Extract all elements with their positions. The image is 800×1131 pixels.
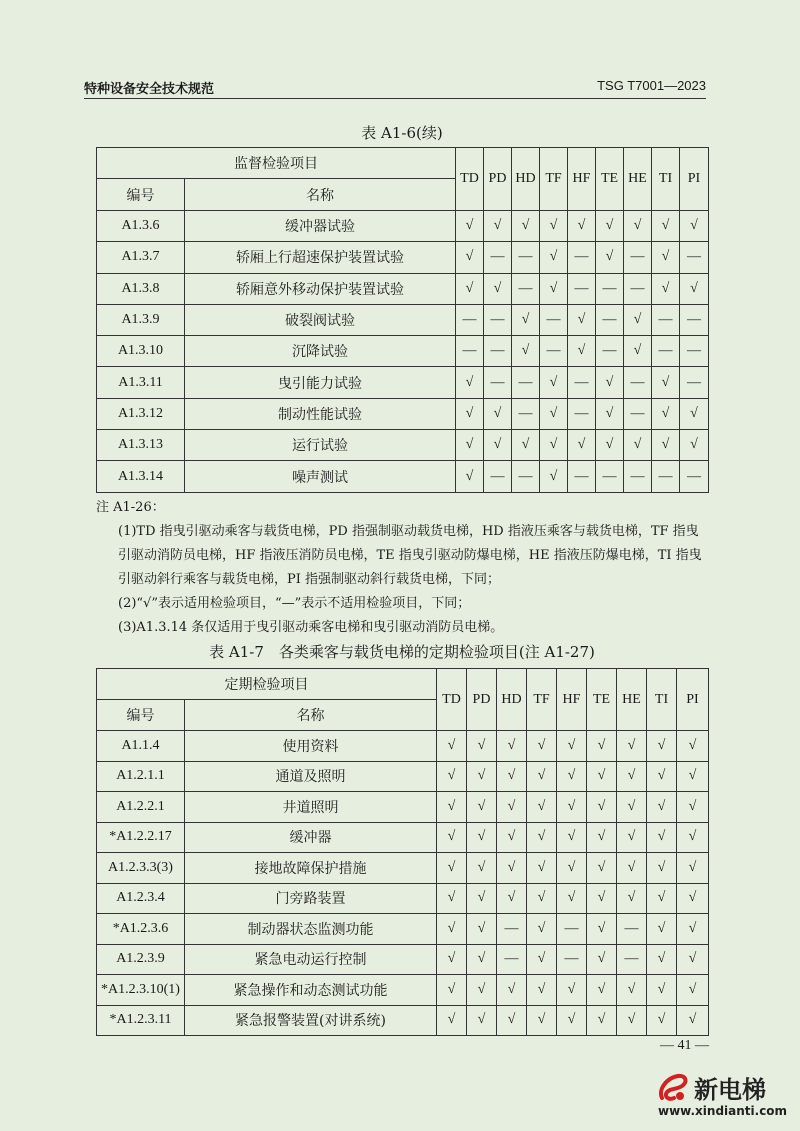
applicability-mark: √ xyxy=(557,731,587,762)
applicability-mark: √ xyxy=(596,398,624,429)
applicability-mark: √ xyxy=(437,914,467,945)
applicability-mark: √ xyxy=(512,336,540,367)
applicability-mark: √ xyxy=(456,273,484,304)
applicability-mark: — xyxy=(540,304,568,335)
applicability-mark: √ xyxy=(647,792,677,823)
item-name: 使用资料 xyxy=(185,731,437,762)
applicability-mark: √ xyxy=(652,273,680,304)
item-name: 轿厢上行超速保护装置试验 xyxy=(185,242,456,273)
table-row xyxy=(97,242,709,273)
applicability-mark: √ xyxy=(647,944,677,975)
applicability-mark: — xyxy=(596,336,624,367)
applicability-mark: √ xyxy=(587,853,617,884)
applicability-mark: √ xyxy=(497,822,527,853)
applicability-mark: √ xyxy=(467,822,497,853)
applicability-mark: √ xyxy=(677,731,709,762)
applicability-mark: √ xyxy=(467,883,497,914)
applicability-mark: √ xyxy=(617,1005,647,1036)
applicability-mark: √ xyxy=(467,853,497,884)
table-row xyxy=(97,975,709,1006)
group-header: 监督检验项目 xyxy=(97,148,456,179)
item-name: 紧急报警装置(对讲系统) xyxy=(185,1005,437,1036)
item-name: 缓冲器试验 xyxy=(185,211,456,242)
applicability-mark: √ xyxy=(540,367,568,398)
table-row xyxy=(97,336,709,367)
type-header: PD xyxy=(484,148,512,211)
periodic-inspection-table xyxy=(96,668,709,1036)
applicability-mark: √ xyxy=(624,430,652,461)
applicability-mark: — xyxy=(624,461,652,492)
table2-caption: 表 A1-7 各类乘客与载货电梯的定期检验项目(注 A1-27) xyxy=(209,643,595,661)
applicability-mark: — xyxy=(596,461,624,492)
applicability-mark: √ xyxy=(557,883,587,914)
applicability-mark: √ xyxy=(647,975,677,1006)
applicability-mark: — xyxy=(557,944,587,975)
applicability-mark: — xyxy=(568,398,596,429)
applicability-mark: — xyxy=(652,336,680,367)
applicability-mark: √ xyxy=(527,883,557,914)
applicability-mark: √ xyxy=(437,853,467,884)
applicability-mark: — xyxy=(456,304,484,335)
applicability-mark: √ xyxy=(677,1005,709,1036)
applicability-mark: √ xyxy=(540,398,568,429)
applicability-mark: √ xyxy=(456,461,484,492)
applicability-mark: — xyxy=(680,242,709,273)
applicability-mark: √ xyxy=(484,398,512,429)
table-notes xyxy=(96,496,708,640)
applicability-mark: √ xyxy=(596,242,624,273)
item-number: A1.2.3.4 xyxy=(97,883,185,914)
applicability-mark: √ xyxy=(617,761,647,792)
table-row xyxy=(97,461,709,492)
applicability-mark: √ xyxy=(484,430,512,461)
item-name: 轿厢意外移动保护装置试验 xyxy=(185,273,456,304)
applicability-mark: √ xyxy=(587,975,617,1006)
applicability-mark: √ xyxy=(497,792,527,823)
applicability-mark: — xyxy=(596,273,624,304)
applicability-mark: √ xyxy=(677,792,709,823)
applicability-mark: √ xyxy=(467,761,497,792)
table-row xyxy=(97,853,709,884)
number-column-header: 编号 xyxy=(97,179,185,211)
applicability-mark: √ xyxy=(677,883,709,914)
applicability-mark: √ xyxy=(587,731,617,762)
applicability-mark: — xyxy=(484,336,512,367)
applicability-mark: — xyxy=(617,944,647,975)
applicability-mark: √ xyxy=(647,1005,677,1036)
applicability-mark: — xyxy=(540,336,568,367)
applicability-mark: √ xyxy=(677,853,709,884)
applicability-mark: √ xyxy=(512,430,540,461)
table-row xyxy=(97,761,709,792)
applicability-mark: √ xyxy=(596,211,624,242)
applicability-mark: — xyxy=(484,242,512,273)
applicability-mark: √ xyxy=(617,883,647,914)
applicability-mark: √ xyxy=(467,1005,497,1036)
applicability-mark: √ xyxy=(497,761,527,792)
type-header: TF xyxy=(527,669,557,731)
applicability-mark: √ xyxy=(527,975,557,1006)
applicability-mark: √ xyxy=(527,792,557,823)
item-name: 破裂阀试验 xyxy=(185,304,456,335)
applicability-mark: √ xyxy=(437,822,467,853)
running-header xyxy=(84,76,706,99)
applicability-mark: — xyxy=(680,336,709,367)
applicability-mark: √ xyxy=(587,1005,617,1036)
type-header: TD xyxy=(437,669,467,731)
applicability-mark: — xyxy=(680,304,709,335)
table1-caption: 表 A1-6(续) xyxy=(361,124,443,142)
applicability-mark: √ xyxy=(484,273,512,304)
applicability-mark: √ xyxy=(437,975,467,1006)
applicability-mark: √ xyxy=(557,853,587,884)
applicability-mark: √ xyxy=(677,914,709,945)
applicability-mark: — xyxy=(512,242,540,273)
applicability-mark: √ xyxy=(647,853,677,884)
applicability-mark: — xyxy=(568,242,596,273)
applicability-mark: √ xyxy=(467,792,497,823)
applicability-mark: √ xyxy=(557,1005,587,1036)
applicability-mark: √ xyxy=(540,461,568,492)
applicability-mark: — xyxy=(652,304,680,335)
table-row xyxy=(97,914,709,945)
applicability-mark: — xyxy=(624,242,652,273)
applicability-mark: √ xyxy=(437,761,467,792)
applicability-mark: √ xyxy=(557,822,587,853)
type-header: HE xyxy=(624,148,652,211)
applicability-mark: √ xyxy=(456,367,484,398)
applicability-mark: — xyxy=(456,336,484,367)
applicability-mark: √ xyxy=(512,211,540,242)
applicability-mark: √ xyxy=(617,822,647,853)
applicability-mark: — xyxy=(512,367,540,398)
name-column-header: 名称 xyxy=(185,179,456,211)
table-row xyxy=(97,398,709,429)
applicability-mark: — xyxy=(596,304,624,335)
applicability-mark: √ xyxy=(617,853,647,884)
applicability-mark: √ xyxy=(437,792,467,823)
applicability-mark: √ xyxy=(652,398,680,429)
item-number: A1.3.10 xyxy=(97,336,185,367)
brand-logo xyxy=(652,1068,798,1124)
applicability-mark: √ xyxy=(587,914,617,945)
table-row xyxy=(97,883,709,914)
item-name: 接地故障保护措施 xyxy=(185,853,437,884)
type-header: TE xyxy=(596,148,624,211)
applicability-mark: √ xyxy=(467,914,497,945)
item-number: *A1.2.2.17 xyxy=(97,822,185,853)
applicability-mark: √ xyxy=(437,731,467,762)
brand-url: www.xindianti.com xyxy=(658,1104,788,1118)
applicability-mark: √ xyxy=(437,1005,467,1036)
applicability-mark: √ xyxy=(680,430,709,461)
applicability-mark: √ xyxy=(587,761,617,792)
applicability-mark: √ xyxy=(540,430,568,461)
item-number: A1.2.3.9 xyxy=(97,944,185,975)
applicability-mark: √ xyxy=(617,975,647,1006)
item-name: 通道及照明 xyxy=(185,761,437,792)
applicability-mark: √ xyxy=(647,883,677,914)
type-header: TE xyxy=(587,669,617,731)
applicability-mark: √ xyxy=(568,430,596,461)
applicability-mark: √ xyxy=(652,242,680,273)
brand-logo-icon xyxy=(656,1070,690,1104)
table-row xyxy=(97,367,709,398)
applicability-mark: √ xyxy=(527,944,557,975)
applicability-mark: √ xyxy=(456,430,484,461)
applicability-mark: √ xyxy=(456,398,484,429)
applicability-mark: √ xyxy=(624,304,652,335)
notes-title: 注 A1-26： xyxy=(96,500,165,515)
applicability-mark: — xyxy=(484,461,512,492)
group-header: 定期检验项目 xyxy=(97,669,437,700)
item-number: A1.3.11 xyxy=(97,367,185,398)
item-number: A1.2.1.1 xyxy=(97,761,185,792)
applicability-mark: √ xyxy=(652,367,680,398)
applicability-mark: √ xyxy=(456,211,484,242)
type-header: HF xyxy=(568,148,596,211)
item-number: A1.3.9 xyxy=(97,304,185,335)
item-number: *A1.2.3.11 xyxy=(97,1005,185,1036)
type-header: PD xyxy=(467,669,497,731)
applicability-mark: — xyxy=(680,461,709,492)
table-row xyxy=(97,273,709,304)
applicability-mark: √ xyxy=(540,273,568,304)
applicability-mark: — xyxy=(568,461,596,492)
applicability-mark: √ xyxy=(624,336,652,367)
item-number: A1.3.12 xyxy=(97,398,185,429)
applicability-mark: √ xyxy=(680,211,709,242)
applicability-mark: √ xyxy=(568,211,596,242)
type-header: HD xyxy=(497,669,527,731)
supervision-inspection-table xyxy=(96,147,709,493)
item-name: 曳引能力试验 xyxy=(185,367,456,398)
table-row xyxy=(97,792,709,823)
applicability-mark: √ xyxy=(680,273,709,304)
applicability-mark: √ xyxy=(587,792,617,823)
applicability-mark: √ xyxy=(467,975,497,1006)
applicability-mark: √ xyxy=(527,731,557,762)
item-name: 沉降试验 xyxy=(185,336,456,367)
applicability-mark: — xyxy=(680,367,709,398)
applicability-mark: √ xyxy=(437,944,467,975)
type-header: HE xyxy=(617,669,647,731)
applicability-mark: √ xyxy=(677,822,709,853)
applicability-mark: √ xyxy=(677,944,709,975)
applicability-mark: √ xyxy=(677,761,709,792)
applicability-mark: √ xyxy=(596,367,624,398)
applicability-mark: √ xyxy=(527,822,557,853)
type-header: TI xyxy=(652,148,680,211)
applicability-mark: √ xyxy=(624,211,652,242)
applicability-mark: √ xyxy=(540,242,568,273)
applicability-mark: √ xyxy=(680,398,709,429)
applicability-mark: √ xyxy=(557,975,587,1006)
item-number: A1.2.2.1 xyxy=(97,792,185,823)
applicability-mark: — xyxy=(512,398,540,429)
note-2: (2)“√”表示适用检验项目，“—”表示不适用检验项目，下同； xyxy=(118,596,471,611)
item-number: A1.3.14 xyxy=(97,461,185,492)
number-column-header: 编号 xyxy=(97,700,185,731)
item-name: 运行试验 xyxy=(185,430,456,461)
table-row xyxy=(97,304,709,335)
table-row xyxy=(97,430,709,461)
applicability-mark: √ xyxy=(587,883,617,914)
applicability-mark: — xyxy=(497,914,527,945)
applicability-mark: — xyxy=(512,273,540,304)
applicability-mark: √ xyxy=(587,822,617,853)
applicability-mark: √ xyxy=(652,430,680,461)
applicability-mark: — xyxy=(652,461,680,492)
applicability-mark: √ xyxy=(568,304,596,335)
applicability-mark: — xyxy=(624,398,652,429)
page-number: — 41 — xyxy=(660,1038,709,1053)
item-name: 门旁路装置 xyxy=(185,883,437,914)
type-header: HF xyxy=(557,669,587,731)
type-header: PI xyxy=(677,669,709,731)
applicability-mark: √ xyxy=(456,242,484,273)
applicability-mark: √ xyxy=(568,336,596,367)
standard-code: TSG T7001—2023 xyxy=(597,78,706,93)
applicability-mark: √ xyxy=(677,975,709,1006)
applicability-mark: √ xyxy=(587,944,617,975)
type-header: TF xyxy=(540,148,568,211)
applicability-mark: — xyxy=(557,914,587,945)
applicability-mark: — xyxy=(617,914,647,945)
applicability-mark: √ xyxy=(557,792,587,823)
note-1: (1)TD 指曳引驱动乘客与载货电梯，PD 指强制驱动载货电梯，HD 指液压乘客与载货电梯，TF 指曳引驱动消防员电梯，HF 指液压消防员电梯，TE 指曳引驱动防爆电梯，HE 指液压防爆电梯，TI 指曳引驱动斜行乘客与载货电梯，PI 指强制驱动斜行载货电梯，下同； xyxy=(118,524,702,587)
type-header: TD xyxy=(456,148,484,211)
spec-series-title: 特种设备安全技术规范 xyxy=(84,82,215,97)
applicability-mark: √ xyxy=(557,761,587,792)
applicability-mark: √ xyxy=(497,731,527,762)
applicability-mark: √ xyxy=(497,1005,527,1036)
applicability-mark: √ xyxy=(437,883,467,914)
applicability-mark: √ xyxy=(617,731,647,762)
applicability-mark: — xyxy=(484,367,512,398)
applicability-mark: √ xyxy=(617,792,647,823)
item-name: 制动性能试验 xyxy=(185,398,456,429)
item-number: *A1.2.3.10(1) xyxy=(97,975,185,1006)
applicability-mark: √ xyxy=(497,883,527,914)
applicability-mark: √ xyxy=(652,211,680,242)
item-number: A1.1.4 xyxy=(97,731,185,762)
applicability-mark: — xyxy=(512,461,540,492)
item-name: 紧急电动运行控制 xyxy=(185,944,437,975)
applicability-mark: √ xyxy=(497,853,527,884)
item-name: 噪声测试 xyxy=(185,461,456,492)
applicability-mark: √ xyxy=(647,731,677,762)
type-header: TI xyxy=(647,669,677,731)
table-row xyxy=(97,211,709,242)
applicability-mark: — xyxy=(568,367,596,398)
item-number: A1.3.13 xyxy=(97,430,185,461)
type-header: PI xyxy=(680,148,709,211)
type-header: HD xyxy=(512,148,540,211)
applicability-mark: √ xyxy=(527,853,557,884)
note-3: (3)A1.3.14 条仅适用于曳引驱动乘客电梯和曳引驱动消防员电梯。 xyxy=(118,620,504,635)
item-number: *A1.2.3.6 xyxy=(97,914,185,945)
applicability-mark: — xyxy=(624,273,652,304)
applicability-mark: √ xyxy=(540,211,568,242)
applicability-mark: √ xyxy=(512,304,540,335)
applicability-mark: √ xyxy=(467,731,497,762)
brand-name: 新电梯 xyxy=(694,1076,766,1104)
applicability-mark: √ xyxy=(647,914,677,945)
applicability-mark: √ xyxy=(467,944,497,975)
applicability-mark: √ xyxy=(596,430,624,461)
table-row xyxy=(97,944,709,975)
item-number: A1.3.7 xyxy=(97,242,185,273)
applicability-mark: — xyxy=(624,367,652,398)
applicability-mark: √ xyxy=(527,914,557,945)
applicability-mark: √ xyxy=(497,975,527,1006)
item-name: 缓冲器 xyxy=(185,822,437,853)
table-row xyxy=(97,731,709,762)
item-name: 井道照明 xyxy=(185,792,437,823)
applicability-mark: √ xyxy=(647,822,677,853)
table-row xyxy=(97,822,709,853)
applicability-mark: — xyxy=(568,273,596,304)
applicability-mark: — xyxy=(484,304,512,335)
table-row xyxy=(97,1005,709,1036)
item-name: 紧急操作和动态测试功能 xyxy=(185,975,437,1006)
item-name: 制动器状态监测功能 xyxy=(185,914,437,945)
item-number: A1.3.6 xyxy=(97,211,185,242)
applicability-mark: √ xyxy=(527,761,557,792)
applicability-mark: √ xyxy=(647,761,677,792)
applicability-mark: √ xyxy=(527,1005,557,1036)
applicability-mark: √ xyxy=(484,211,512,242)
name-column-header: 名称 xyxy=(185,700,437,731)
applicability-mark: — xyxy=(497,944,527,975)
item-number: A1.2.3.3(3) xyxy=(97,853,185,884)
item-number: A1.3.8 xyxy=(97,273,185,304)
